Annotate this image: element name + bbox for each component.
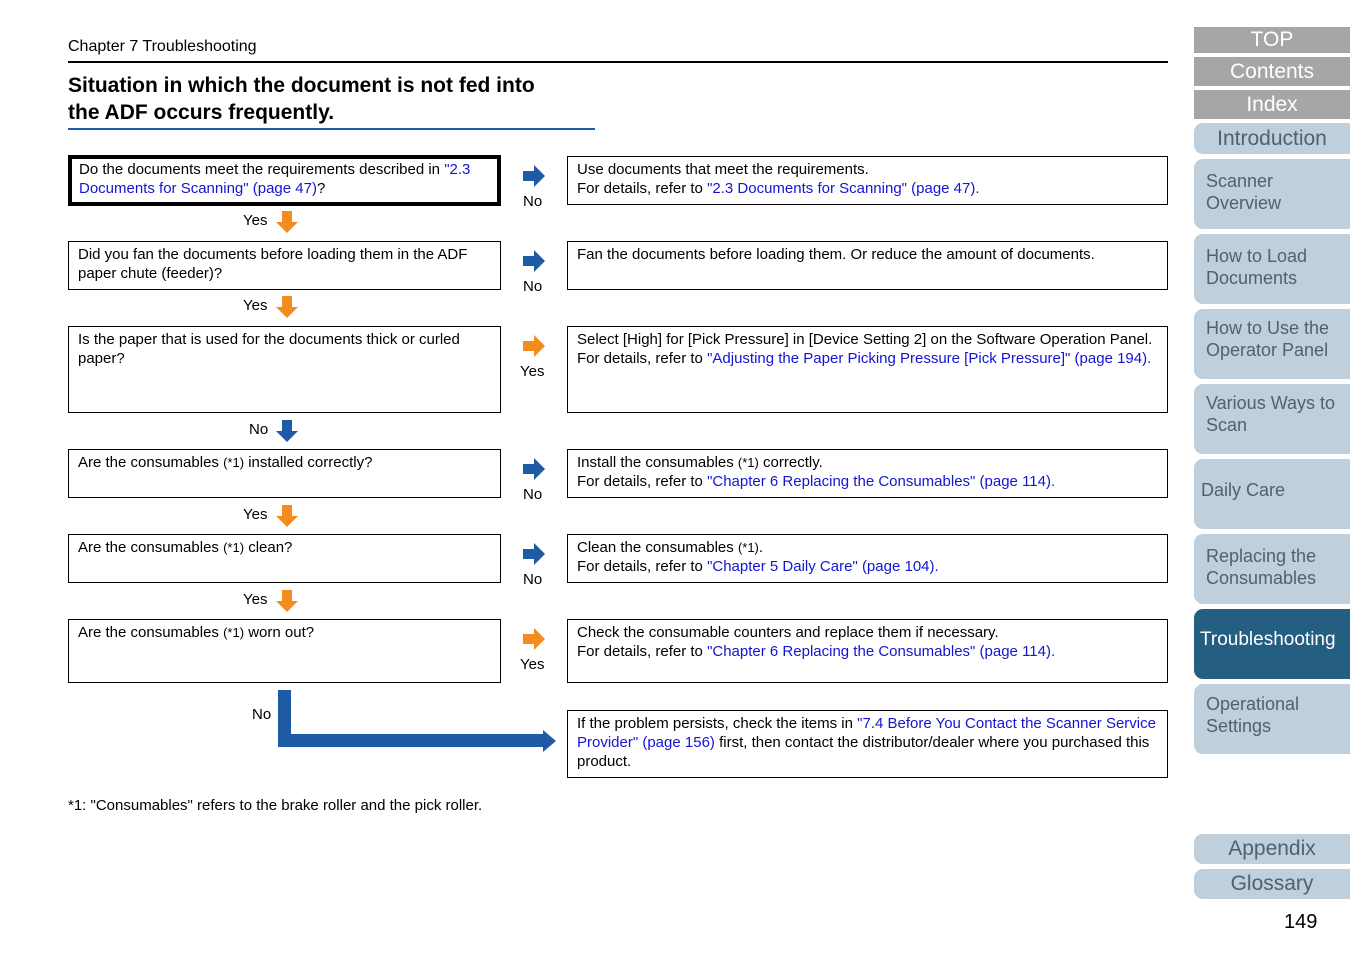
answer-box-install-consumables: [567, 449, 1168, 498]
question-box-fan-documents: Did you fan the documents before loading them in the ADF paper chute (feeder)?: [68, 241, 501, 290]
answer-prefix: For details, refer to: [577, 643, 708, 660]
question-text: Do the documents meet the requirements described in: [79, 161, 445, 178]
answer-box-clean-consumables: [567, 534, 1168, 583]
nav-various-ways[interactable]: Various Ways to Scan: [1194, 384, 1350, 454]
footnote-ref: (*1): [223, 540, 245, 555]
question-text: Are the consumables: [78, 454, 224, 471]
label-no: No: [523, 278, 543, 295]
label-yes: Yes: [520, 363, 545, 380]
answer-text: Clean the consumables: [577, 539, 738, 556]
label-yes: Yes: [243, 212, 268, 229]
chapter-heading: Chapter 7 Troubleshooting: [68, 38, 257, 55]
nav-troubleshooting[interactable]: Troubleshooting: [1194, 609, 1350, 679]
nav-contents[interactable]: Contents: [1194, 57, 1350, 86]
question-tail: installed correctly?: [244, 454, 373, 471]
question-text: Are the consumables: [78, 624, 224, 641]
answer-prefix: For details, refer to: [577, 558, 708, 575]
footnote-ref: (*1): [223, 625, 245, 640]
link-before-you-contact[interactable]: "7.4 Before You Contact the Scanner Service Provider" (page 156): [577, 715, 1156, 751]
nav-introduction[interactable]: Introduction: [1194, 123, 1350, 154]
arrow-right-icon: [523, 628, 545, 650]
label-no: No: [523, 571, 543, 588]
answer-text: Use documents that meet the requirements.: [577, 161, 869, 178]
link-replacing-consumables[interactable]: "Chapter 6 Replacing the Consumables" (page 114).: [707, 473, 1056, 490]
question-tail: worn out?: [244, 624, 315, 641]
arrow-right-icon: [523, 250, 545, 272]
arrow-down-icon: [276, 420, 298, 442]
nav-glossary[interactable]: Glossary: [1194, 869, 1350, 899]
footnote: *1: "Consumables" refers to the brake roller and the pick roller.: [68, 797, 483, 814]
answer-text: Select [High] for [Pick Pressure] in [Device Setting 2] on the Software Operation Panel.: [577, 331, 1153, 348]
answer-prefix: For details, refer to: [577, 350, 708, 367]
answer-text: Fan the documents before loading them. Or reduce the amount of documents.: [577, 246, 1095, 263]
page-title-line2: the ADF occurs frequently.: [68, 101, 335, 124]
link-pick-pressure[interactable]: "Adjusting the Paper Picking Pressure [Pick Pressure]" (page 194).: [707, 350, 1152, 367]
answer-box-check-counters: [567, 619, 1168, 683]
question-text: Are the consumables: [78, 539, 224, 556]
question-box-documents-requirements: [68, 155, 501, 206]
page-title-line1: Situation in which the document is not fed into: [68, 74, 535, 97]
nav-appendix[interactable]: Appendix: [1194, 834, 1350, 864]
nav-top[interactable]: TOP: [1194, 27, 1350, 53]
nav-how-to-use-panel[interactable]: How to Use the Operator Panel: [1194, 309, 1350, 379]
label-no: No: [249, 421, 269, 438]
arrow-down-icon: [276, 296, 298, 318]
question-tail: clean?: [244, 539, 293, 556]
label-yes: Yes: [520, 656, 545, 673]
elbow-arrow-icon: [278, 690, 558, 752]
arrow-right-icon: [523, 335, 545, 357]
answer-tail: .: [758, 539, 764, 556]
answer-tail: correctly.: [758, 454, 823, 471]
answer-box-use-documents: [567, 156, 1168, 205]
page-number: 149: [1284, 911, 1318, 933]
label-no: No: [523, 486, 543, 503]
label-no: No: [252, 706, 272, 723]
answer-prefix: For details, refer to: [577, 180, 708, 197]
final-text: If the problem persists, check the items in: [577, 715, 858, 732]
nav-operational-settings[interactable]: Operational Settings: [1194, 684, 1350, 754]
arrow-right-icon: [523, 543, 545, 565]
arrow-right-icon: [523, 165, 545, 187]
arrow-down-icon: [276, 590, 298, 612]
answer-text: Check the consumable counters and replace them if necessary.: [577, 624, 999, 641]
link-replacing-consumables-2[interactable]: "Chapter 6 Replacing the Consumables" (page 114).: [707, 643, 1056, 660]
question-tail: ?: [316, 180, 326, 197]
label-no: No: [523, 193, 543, 210]
arrow-down-icon: [276, 211, 298, 233]
final-tail: first, then contact the distributor/dealer where you purchased this product.: [577, 734, 1150, 770]
label-yes: Yes: [243, 506, 268, 523]
answer-box-pick-pressure: [567, 326, 1168, 413]
arrow-right-icon: [523, 458, 545, 480]
nav-daily-care[interactable]: Daily Care: [1194, 459, 1350, 529]
question-box-clean: [68, 534, 501, 583]
label-yes: Yes: [243, 591, 268, 608]
footnote-ref: (*1): [737, 540, 759, 555]
answer-prefix: For details, refer to: [577, 473, 708, 490]
nav-scanner-overview[interactable]: Scanner Overview: [1194, 159, 1350, 229]
nav-index[interactable]: Index: [1194, 90, 1350, 119]
link-documents-for-scanning[interactable]: "2.3 Documents for Scanning" (page 47): [79, 161, 471, 197]
question-box-worn-out: [68, 619, 501, 683]
answer-box-fan-documents: [567, 241, 1168, 290]
arrow-down-icon: [276, 505, 298, 527]
page-title: [68, 72, 608, 126]
footnote-ref: (*1): [737, 455, 759, 470]
nav-how-to-load[interactable]: How to Load Documents: [1194, 234, 1350, 304]
link-documents-for-scanning-2[interactable]: "2.3 Documents for Scanning" (page 47).: [707, 180, 980, 197]
header-rule: [68, 61, 1168, 63]
nav-replacing-consumables[interactable]: Replacing the Consumables: [1194, 534, 1350, 604]
question-box-installed-correctly: [68, 449, 501, 498]
link-daily-care[interactable]: "Chapter 5 Daily Care" (page 104).: [707, 558, 939, 575]
final-box-contact-provider: [567, 710, 1168, 778]
footnote-ref: (*1): [223, 455, 245, 470]
question-box-thick-paper: Is the paper that is used for the documents thick or curled paper?: [68, 326, 501, 413]
answer-text: Install the consumables: [577, 454, 738, 471]
label-yes: Yes: [243, 297, 268, 314]
title-underline: [68, 128, 595, 130]
